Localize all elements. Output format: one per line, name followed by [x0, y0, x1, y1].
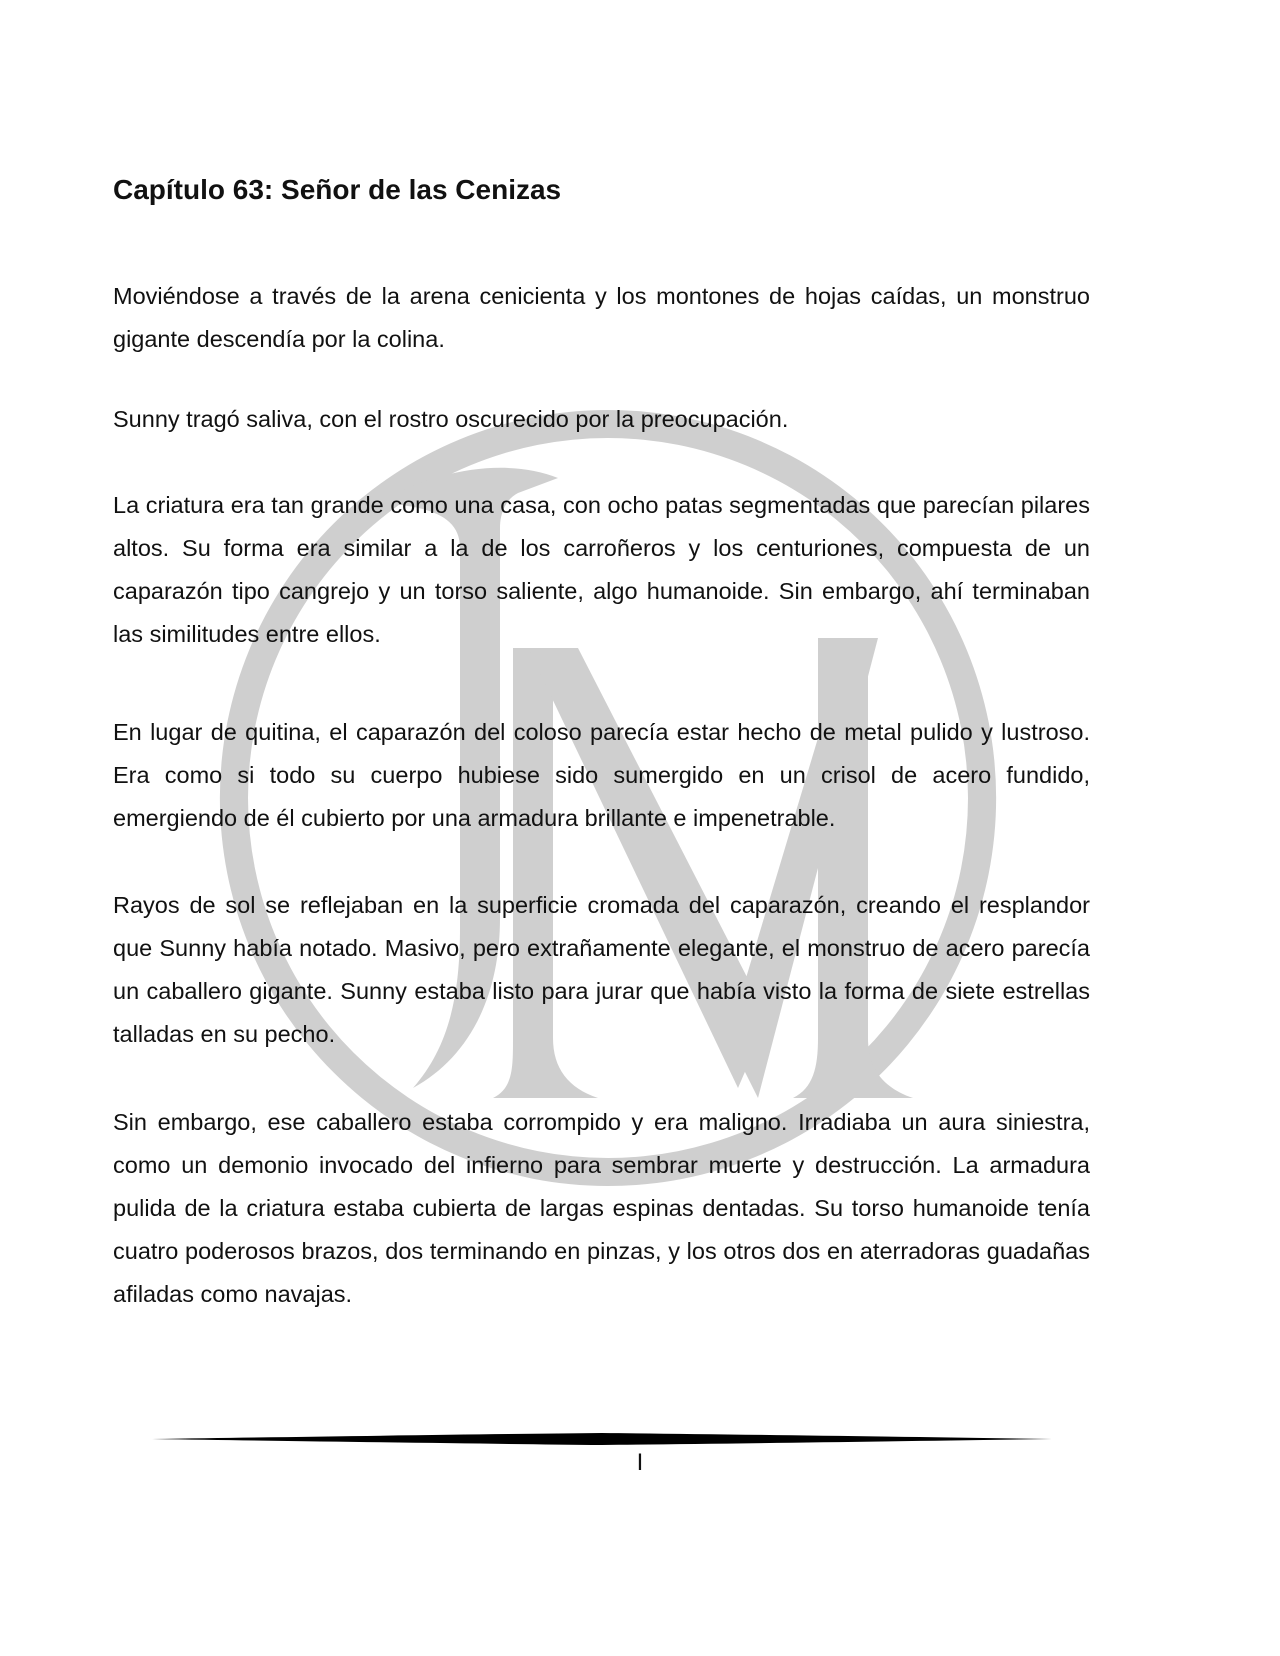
footer-divider	[152, 1432, 1052, 1446]
page-number: I	[636, 1449, 644, 1476]
paragraph-5: Rayos de sol se reflejaban en la superficie cromada del caparazón, creando el resplandor que Sunny había notado. Masivo, pero extrañamente elegante, el monstruo de acero parecía un caballero gigante. Sunny estaba listo para jurar que había visto la forma de siete estrellas talladas en su pecho.	[113, 892, 1090, 1047]
paragraph-1: Moviéndose a través de la arena cenicienta y los montones de hojas caídas, un monstruo gigante descendía por la colina.	[113, 283, 1090, 352]
paragraph-2: Sunny tragó saliva, con el rostro oscurecido por la preocupación.	[113, 406, 789, 432]
paragraph-6: Sin embargo, ese caballero estaba corrompido y era maligno. Irradiaba un aura siniestra, como un demonio invocado del infierno para sembrar muerte y destrucción. La armadura pulida de la criatura estaba cubierta de largas espinas dentadas. Su torso humanoide tenía cuatro poderosos brazos, dos terminando en pinzas, y los otros dos en aterradoras guadañas afiladas como navajas.	[113, 1109, 1090, 1307]
paragraph-3: La criatura era tan grande como una casa, con ocho patas segmentadas que parecían pilares altos. Su forma era similar a la de los carroñeros y los centuriones, compuesta de un caparazón tipo cangrejo y un torso saliente, algo humanoide. Sin embargo, ahí terminaban las similitudes entre ellos.	[113, 492, 1090, 647]
chapter-title: Capítulo 63: Señor de las Cenizas	[113, 174, 562, 205]
paragraph-4: En lugar de quitina, el caparazón del coloso parecía estar hecho de metal pulido y lustroso. Era como si todo su cuerpo hubiese sido sumergido en un crisol de acero fundido, emergiendo de él cubierto por una armadura brillante e impenetrable.	[113, 719, 1090, 831]
